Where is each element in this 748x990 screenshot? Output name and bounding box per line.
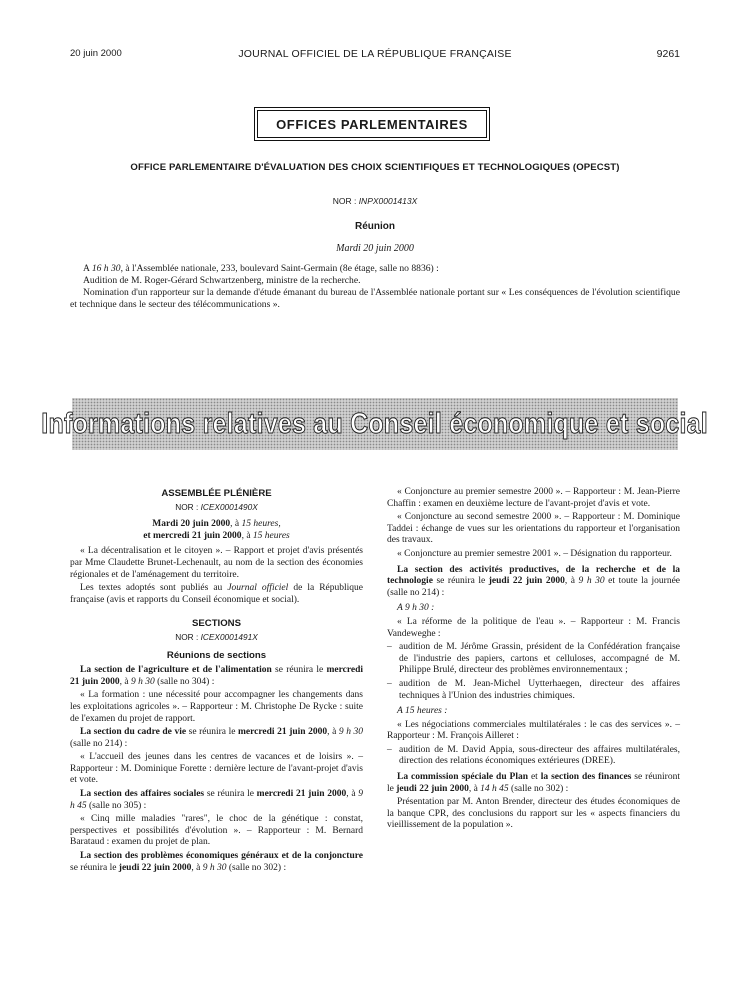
social-meeting: La section des affaires sociales se réunira le mercredi 21 juin 2000, à 9 h 45 (salle no 305) : <box>70 789 364 811</box>
plenary-paragraph: Les textes adoptés sont publiés au Journal officiel de la République française (avis et rapports du Conseil économique et social). <box>70 583 364 605</box>
meeting-date: Mardi 20 juin 2000 <box>336 243 414 254</box>
eau-list <box>387 642 680 702</box>
sections-nor: NOR : ICEX0001491X <box>175 631 258 642</box>
opecst-paragraph: A 16 h 30, à l'Assemblée nationale, 233, boulevard Saint-Germain (8e étage, salle no 8836) : <box>83 263 439 274</box>
conjoncture-item: « Conjoncture au second semestre 2000 ». – Rapporteur : M. Dominique Taddei : échange de vues sur les orientations du rapporteur et l'organisation des travaux. <box>387 512 680 546</box>
plenary-paragraph: « La décentralisation et le citoyen ». – Rapport et projet d'avis présentés par Mme Claudette Brunet-Lechenault, au nom de la section des économies régionales et de l'aménagement du territoire. <box>70 546 363 580</box>
sections-heading: SECTIONS <box>191 618 242 630</box>
agri-meeting: La section de l'agriculture et de l'alimentation se réunira le mercredi 21 juin 2000, à 9 h 30 (salle no 304) : <box>70 665 364 687</box>
time-15h: A 15 heures : <box>397 706 448 717</box>
conjoncture-item: « Conjoncture au premier semestre 2000 ». – Rapporteur : M. Jean-Pierre Chaffin : examen en deuxième lecture de l'avant-projet d'avis et vote. <box>387 487 680 509</box>
plenary-nor: NOR : ICEX0001490X <box>175 501 258 512</box>
opecst-body <box>70 263 680 311</box>
prod-meeting: La section des activités productives, de la recherche et de la technologie se réunira le jeudi 22 juin 2000, à 9 h 30 et toute la journée (salle no 214) : <box>387 564 681 598</box>
agri-agenda: « La formation : une nécessité pour accompagner les changements dans les exploitations agricoles ». – Rapporteur : M. Christophe De Rycke : suite de l'examen du projet de rapport. <box>70 690 363 724</box>
opecst-paragraph: Nomination d'un rapporteur sur la demande d'étude émanant du bureau de l'Assemblée nationale portant sur « Les conséquences de l'évolution scientifique et technique dans le secteur des télécommunications ». <box>70 287 680 310</box>
negotiations-agenda: « Les négociations commerciales multilatérales : le cas des services ». – Rapporteur : M. François Ailleret : <box>387 719 680 742</box>
nor-code: INPX0001413X <box>358 196 418 206</box>
nor-label: NOR : <box>332 196 359 206</box>
list-item: – audition de M. Jérôme Grassin, président de la Confédération française de l'industrie des papiers, cartons et celluloses, accompagné de M. Philippe Brulé, directeur des problèmes environnementaux ; <box>387 642 680 677</box>
social-agenda: « Cinq mille maladies "rares", le choc de la génétique : constat, perspectives et possibilités d'évolution ». – Rapporteur : M. Bernard Barataud : examen du projet de plan. <box>70 814 363 848</box>
running-header <box>70 48 680 62</box>
sections-subheading: Réunions de sections <box>166 649 267 661</box>
header-date: 20 juin 2000 <box>70 48 122 59</box>
section-box-title: OFFICES PARLEMENTAIRES <box>257 110 487 138</box>
plenary-date-1: Mardi 20 juin 2000, à 15 heures, <box>152 519 281 530</box>
time-9h30: A 9 h 30 : <box>397 603 435 614</box>
right-column <box>387 487 680 834</box>
list-item: – audition de M. David Appia, sous-directeur des affaires multilatérales, direction des relations économiques extérieures (DREE). <box>387 745 680 768</box>
header-page-number: 9261 <box>656 48 680 60</box>
plenary-date-2: et mercredi 21 juin 2000, à 15 heures <box>143 530 290 541</box>
opecst-paragraph: Audition de M. Roger-Gérard Schwartzenberg, ministre de la recherche. <box>83 275 361 286</box>
ces-banner <box>41 398 709 450</box>
opecst-title: OFFICE PARLEMENTAIRE D'ÉVALUATION DES CHOIX SCIENTIFIQUES ET TECHNOLOGIQUES (OPECST) <box>130 162 620 173</box>
negotiations-list <box>387 745 680 768</box>
eau-agenda: « La réforme de la politique de l'eau ». – Rapporteur : M. Francis Vandeweghe : <box>387 616 680 639</box>
plenary-heading: ASSEMBLÉE PLÉNIÈRE <box>161 488 272 499</box>
eco-meeting: La section des problèmes économiques généraux et de la conjoncture se réunira le jeudi 22 juin 2000, à 9 h 30 (salle no 302) : <box>70 851 363 873</box>
list-item: – audition de M. Jean-Michel Uytterhaegen, directeur des affaires techniques à l'Union des industries chimiques. <box>387 679 680 702</box>
meeting-heading: Réunion <box>355 221 395 232</box>
left-column <box>70 484 363 876</box>
conjoncture-item: « Conjoncture au premier semestre 2001 ». – Désignation du rapporteur. <box>397 548 672 559</box>
opecst-nor <box>70 196 680 206</box>
header-journal-title: JOURNAL OFFICIEL DE LA RÉPUBLIQUE FRANÇAISE <box>238 48 512 60</box>
vie-meeting: La section du cadre de vie se réunira le mercredi 21 juin 2000, à 9 h 30 (salle no 214) : <box>70 727 364 749</box>
vie-agenda: « L'accueil des jeunes dans les centres de vacances et de loisirs ». – Rapporteur : M. Dominique Forette : dernière lecture de l'avant-projet d'avis et vote. <box>70 752 363 786</box>
plan-agenda: Présentation par M. Anton Brender, directeur des études économiques de la banque CPR, des conclusions du rapport sur les « aspects financiers du vieillissement de la population ». <box>387 797 680 831</box>
banner-title: Informations relatives au Conseil économique et social <box>41 407 709 440</box>
plan-meeting: La commission spéciale du Plan et la section des finances se réuniront le jeudi 22 juin 2000, à 14 h 45 (salle no 302) : <box>387 772 680 794</box>
